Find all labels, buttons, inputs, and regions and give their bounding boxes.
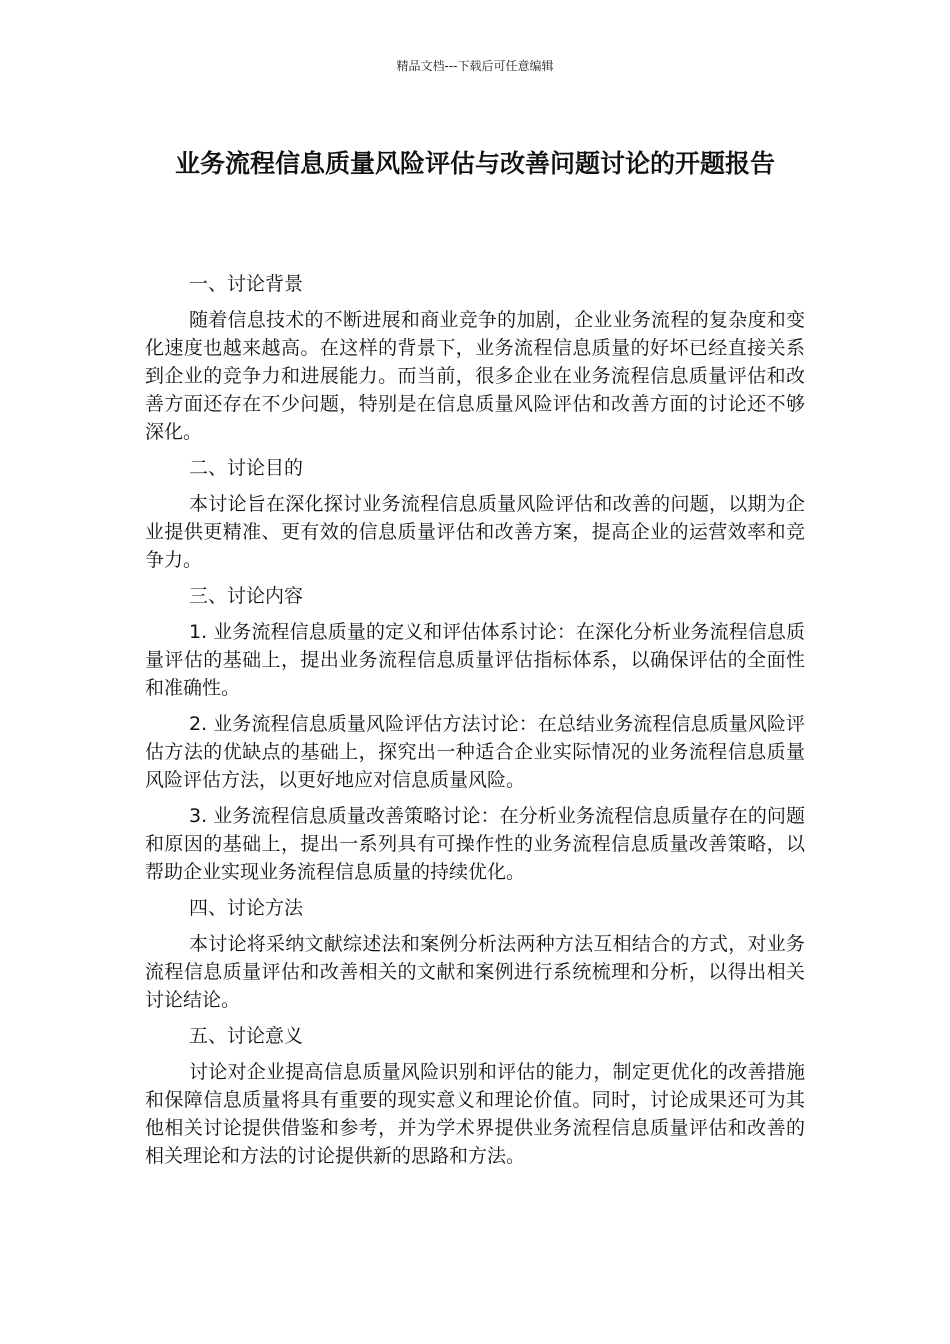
- section-heading-method: 四、讨论方法: [189, 897, 304, 919]
- header-note: 精品文档---下载后可任意编辑: [396, 59, 554, 73]
- section-heading-content: 三、讨论内容: [189, 585, 304, 607]
- paragraph-significance: 讨论对企业提高信息质量风险识别和评估的能力，制定更优化的改善措施和保障信息质量将具有重要的现实意义和理论价值。同时，讨论成果还可为其他相关讨论提供借鉴和参考，并为学术界提供业务流程信息质量评估和改善的相关理论和方法的讨论提供新的思路和方法。: [145, 1061, 805, 1167]
- paragraph-method: 本讨论将采纳文献综述法和案例分析法两种方法互相结合的方式，对业务流程信息质量评估和改善相关的文献和案例进行系统梳理和分析，以得出相关讨论结论。: [145, 933, 805, 1011]
- document-title: 业务流程信息质量风险评估与改善问题讨论的开题报告: [174, 149, 775, 178]
- paragraph-content-item-3: 3. 业务流程信息质量改善策略讨论：在分析业务流程信息质量存在的问题和原因的基础上，提出一系列具有可操作性的业务流程信息质量改善策略，以帮助企业实现业务流程信息质量的持续优化。: [145, 805, 805, 883]
- paragraph-background: 随着信息技术的不断进展和商业竞争的加剧，企业业务流程的复杂度和变化速度也越来越高。在这样的背景下，业务流程信息质量的好坏已经直接关系到企业的竞争力和进展能力。而当前，很多企业在业务流程信息质量评估和改善方面还存在不少问题，特别是在信息质量风险评估和改善方面的讨论还不够深化。: [145, 309, 805, 443]
- section-heading-background: 一、讨论背景: [189, 273, 304, 295]
- section-heading-purpose: 二、讨论目的: [189, 457, 304, 479]
- paragraph-content-item-1: 1. 业务流程信息质量的定义和评估体系讨论：在深化分析业务流程信息质量评估的基础上，提出业务流程信息质量评估指标体系，以确保评估的全面性和准确性。: [145, 621, 805, 699]
- paragraph-content-item-2: 2. 业务流程信息质量风险评估方法讨论：在总结业务流程信息质量风险评估方法的优缺点的基础上，探究出一种适合企业实际情况的业务流程信息质量风险评估方法，以更好地应对信息质量风险。: [145, 713, 805, 791]
- paragraph-purpose: 本讨论旨在深化探讨业务流程信息质量风险评估和改善的问题，以期为企业提供更精准、更有效的信息质量评估和改善方案，提高企业的运营效率和竞争力。: [145, 493, 805, 571]
- section-heading-significance: 五、讨论意义: [189, 1025, 304, 1047]
- document-body: [145, 270, 805, 1178]
